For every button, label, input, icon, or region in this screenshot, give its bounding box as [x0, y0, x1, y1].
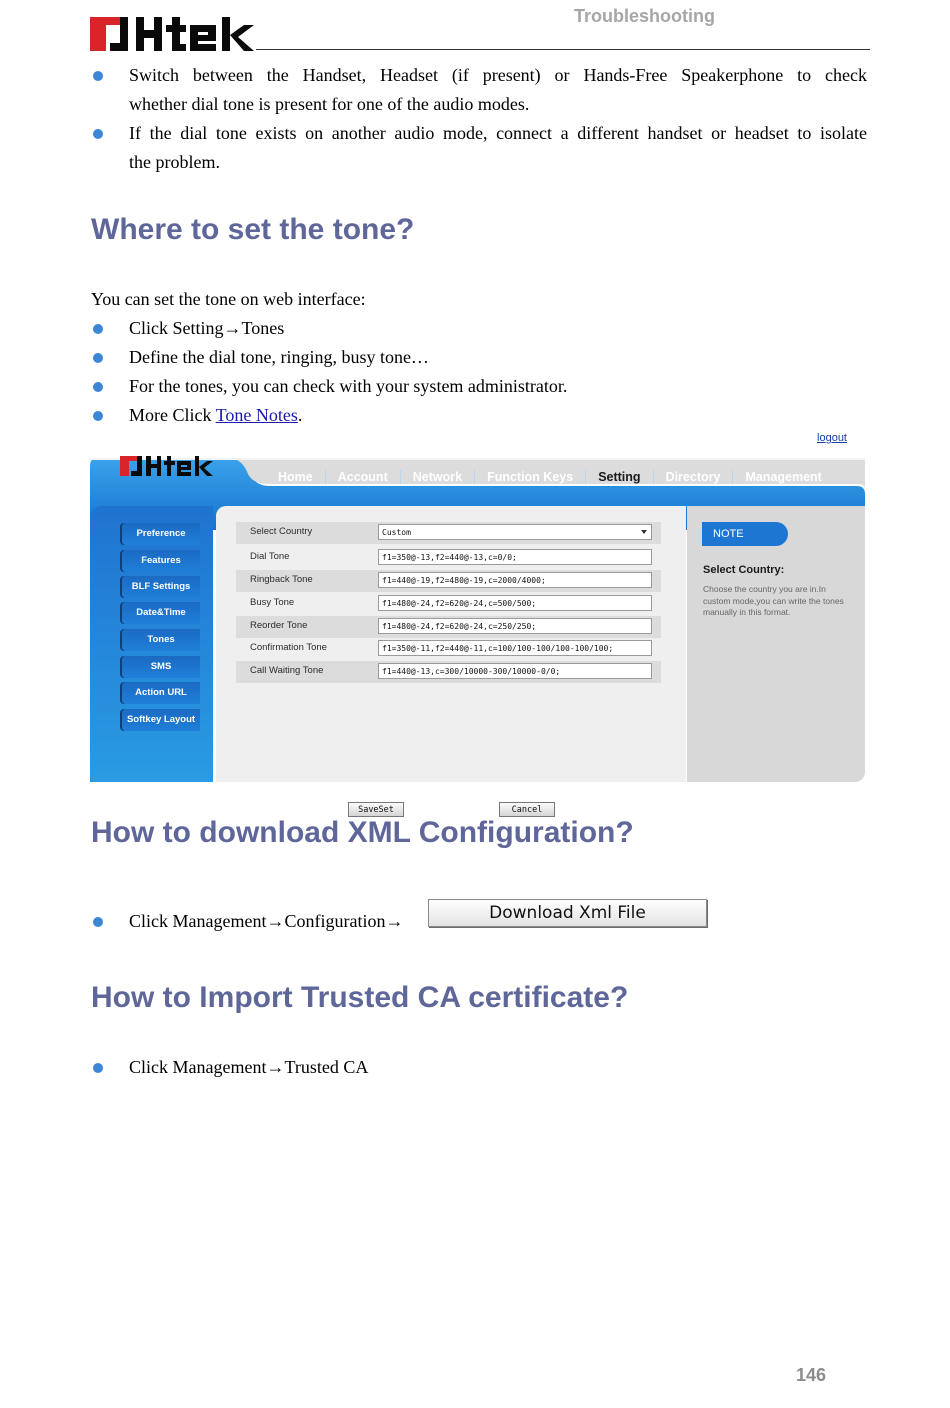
sidebar-item-blf-settings[interactable]: BLF Settings [122, 576, 200, 598]
nav-function-keys[interactable]: Function Keys [475, 470, 586, 484]
sidebar-item-softkey-layout[interactable]: Softkey Layout [122, 709, 200, 731]
sidebar-item-features[interactable]: Features [122, 550, 200, 572]
form-row-dial-tone [236, 547, 661, 569]
cancel-button[interactable]: Cancel [499, 802, 555, 817]
page-number: 146 [796, 1365, 827, 1385]
form-row-busy-tone [236, 593, 661, 615]
nav-network[interactable]: Network [401, 470, 475, 484]
select-country-dropdown[interactable] [378, 524, 652, 540]
tone-bullet-4 [129, 401, 302, 430]
logout-link[interactable]: logout [817, 432, 847, 444]
intro-bullet-1-line-2: whether dial tone is present for one of the audio modes. [129, 94, 530, 114]
more-click-text: More Click [129, 405, 216, 425]
period-text: . [297, 405, 303, 425]
htek-logo [88, 14, 260, 54]
download-xml-file-button[interactable]: Download Xml File [428, 899, 707, 927]
web-ui-nav [266, 470, 834, 484]
dial-tone-input[interactable]: f1=350@-13,f2=440@-13,c=0/0; [378, 549, 652, 565]
note-title: Select Country: [703, 564, 785, 576]
bullet-icon [93, 324, 103, 334]
nav-management[interactable]: Management [745, 470, 822, 484]
ca-bullet-text: Click Management→Trusted CA [129, 1057, 369, 1077]
confirmation-tone-input[interactable]: f1=350@-11,f2=440@-11,c=100/100-100/100-100/100; [378, 640, 652, 656]
tone-bullet-2: Define the dial tone, ringing, busy tone… [129, 347, 429, 367]
web-ui-logo [120, 454, 216, 478]
ringback-tone-label: Ringback Tone [250, 574, 313, 585]
sidebar-item-sms[interactable]: SMS [122, 656, 200, 678]
heading-set-tone: Where to set the tone? [91, 213, 415, 246]
bullet-icon [93, 411, 103, 421]
tone-lead-text: You can set the tone on web interface: [91, 289, 366, 309]
bullet-icon [93, 71, 103, 81]
bullet-icon [93, 129, 103, 139]
call-waiting-tone-label: Call Waiting Tone [250, 665, 324, 676]
sidebar-item-date-time[interactable]: Date&Time [122, 602, 200, 624]
tone-bullet-1: Click Setting→Tones [129, 318, 285, 338]
bullet-icon [93, 382, 103, 392]
intro-bullet-1-line-1: Switch between the Handset, Headset (if present) or Hands-Free Speakerphone to check [129, 65, 867, 85]
tone-bullet-3: For the tones, you can check with your system administrator. [129, 376, 568, 396]
web-ui-sidebar [90, 506, 213, 782]
dropdown-arrow-icon [641, 530, 647, 534]
intro-bullet-2-line-2: the problem. [129, 152, 220, 172]
nav-setting[interactable]: Setting [586, 470, 653, 484]
form-row-select-country [236, 522, 661, 544]
heading-download-xml: How to download XML Configuration? [91, 816, 634, 849]
heading-import-ca: How to Import Trusted CA certificate? [91, 981, 629, 1014]
form-row-confirmation-tone [236, 638, 661, 660]
busy-tone-label: Busy Tone [250, 597, 295, 608]
confirmation-tone-label: Confirmation Tone [250, 642, 327, 653]
bullet-icon [93, 1063, 103, 1073]
intro-bullet-2-line-1: If the dial tone exists on another audio mode, connect a different handset or headset to isolate [129, 123, 867, 143]
nav-home[interactable]: Home [266, 470, 326, 484]
select-country-label: Select Country [250, 526, 313, 537]
form-row-call-waiting-tone [236, 661, 661, 683]
web-ui-screenshot [90, 430, 865, 815]
sidebar-item-tones[interactable]: Tones [122, 629, 200, 651]
sidebar-item-preference[interactable]: Preference [122, 523, 200, 545]
note-panel [687, 506, 865, 782]
nav-directory[interactable]: Directory [654, 470, 734, 484]
header-rule [256, 49, 870, 50]
busy-tone-input[interactable]: f1=480@-24,f2=620@-24,c=500/500; [378, 595, 652, 611]
note-tag: NOTE [702, 522, 788, 546]
tone-notes-link[interactable]: Tone Notes [215, 405, 298, 425]
ringback-tone-input[interactable]: f1=440@-19,f2=480@-19,c=2000/4000; [378, 572, 652, 588]
form-row-reorder-tone [236, 616, 661, 638]
saveset-button[interactable]: SaveSet [348, 802, 404, 817]
bullet-icon [93, 353, 103, 363]
reorder-tone-label: Reorder Tone [250, 620, 308, 631]
bullet-icon [93, 917, 103, 927]
sidebar-item-action-url[interactable]: Action URL [122, 682, 200, 704]
reorder-tone-input[interactable]: f1=480@-24,f2=620@-24,c=250/250; [378, 618, 652, 634]
xml-bullet-text: Click Management→Configuration→ [129, 911, 404, 931]
dial-tone-label: Dial Tone [250, 551, 290, 562]
form-row-ringback-tone [236, 570, 661, 592]
tones-form [216, 506, 686, 815]
select-country-value: Custom [382, 528, 411, 537]
call-waiting-tone-input[interactable]: f1=440@-13,c=300/10000-300/10000-0/0; [378, 663, 652, 679]
nav-account[interactable]: Account [326, 470, 401, 484]
running-header-title: Troubleshooting [574, 6, 715, 26]
note-text: Choose the country you are in.In custom mode,you can write the tones manually in this format. [703, 584, 844, 617]
